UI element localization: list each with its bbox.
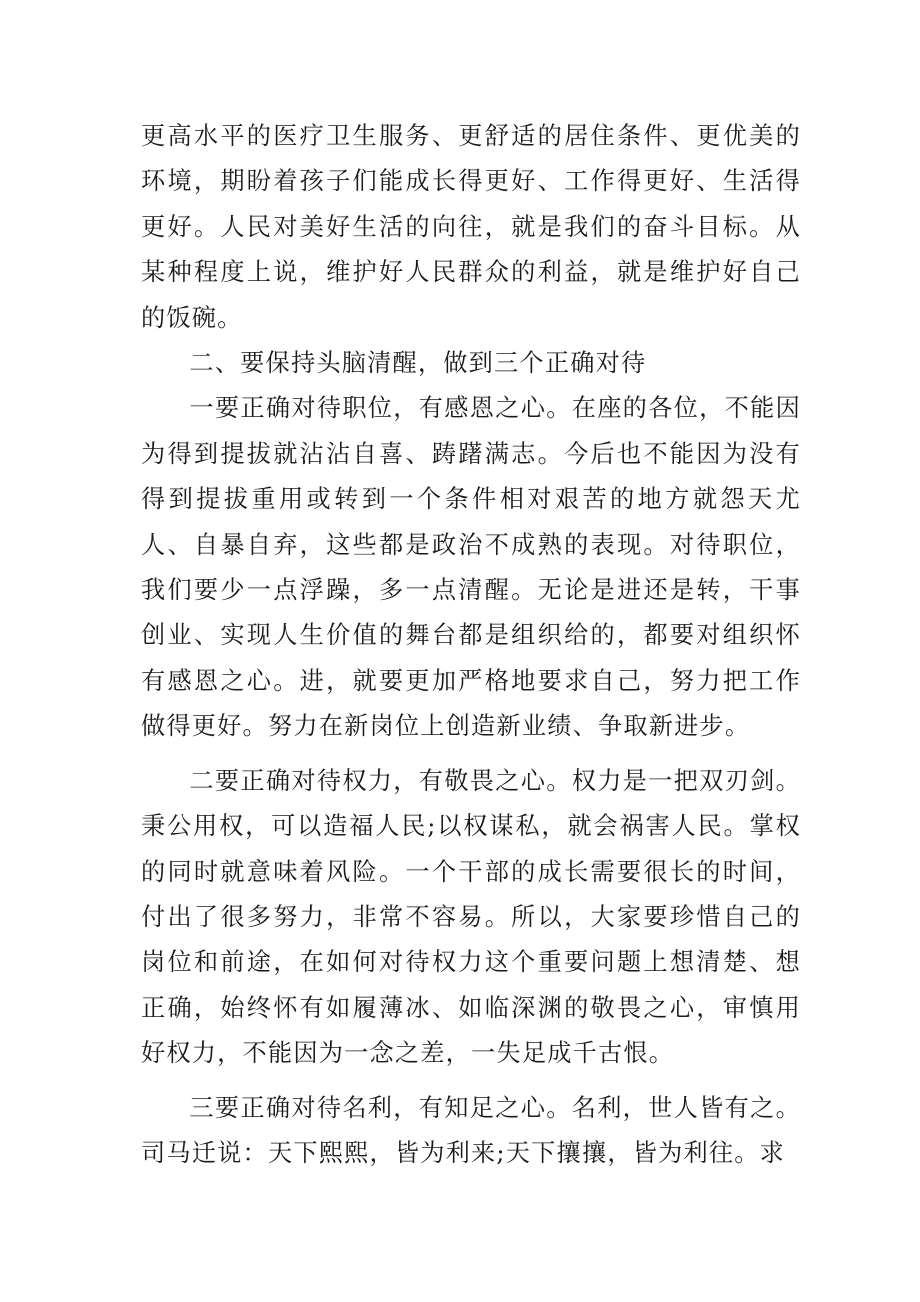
paragraph-power: 二要正确对待权力，有敬畏之心。权力是一把双刃剑。秉公用权，可以造福人民;以权谋私，就会祸害人民。掌权的同时就意味着风险。一个干部的成长需要很长的时间，付出了很多努力，非常不容易。所以，大家要珍惜自己的岗位和前途，在如何对待权力这个重要问题上想清楚、想正确，始终怀有如履薄冰、如临深渊的敬畏之心，审慎用好权力，不能因为一念之差，一失足成千古恨。 (141, 766, 801, 1068)
paragraph-continuation: 更高水平的医疗卫生服务、更舒适的居住条件、更优美的环境，期盼着孩子们能成长得更好、工作得更好、生活得更好。人民对美好生活的向往，就是我们的奋斗目标。从某种程度上说，维护好人民群众的利益，就是维护好自己的饭碗。 (141, 122, 801, 332)
paragraph-position: 一要正确对待职位，有感恩之心。在座的各位，不能因为得到提拔就沾沾自喜、踌躇满志。今后也不能因为没有得到提拔重用或转到一个条件相对艰苦的地方就怨天尤人、自暴自弃，这些都是政治不成熟的表现。对待职位，我们要少一点浮躁，多一点清醒。无论是进还是转，干事创业、实现人生价值的舞台都是组织给的，都要对组织怀有感恩之心。进，就要更加严格地要求自己，努力把工作做得更好。努力在新岗位上创造新业绩、争取新进步。 (141, 394, 801, 741)
paragraph-fame: 三要正确对待名利，有知足之心。名利，世人皆有之。司马迁说：天下熙熙，皆为利来;天下攘攘，皆为利往。求 (141, 1093, 801, 1167)
document-body (141, 114, 801, 1176)
section-heading: 二、要保持头脑清醒，做到三个正确对待 (189, 349, 647, 378)
